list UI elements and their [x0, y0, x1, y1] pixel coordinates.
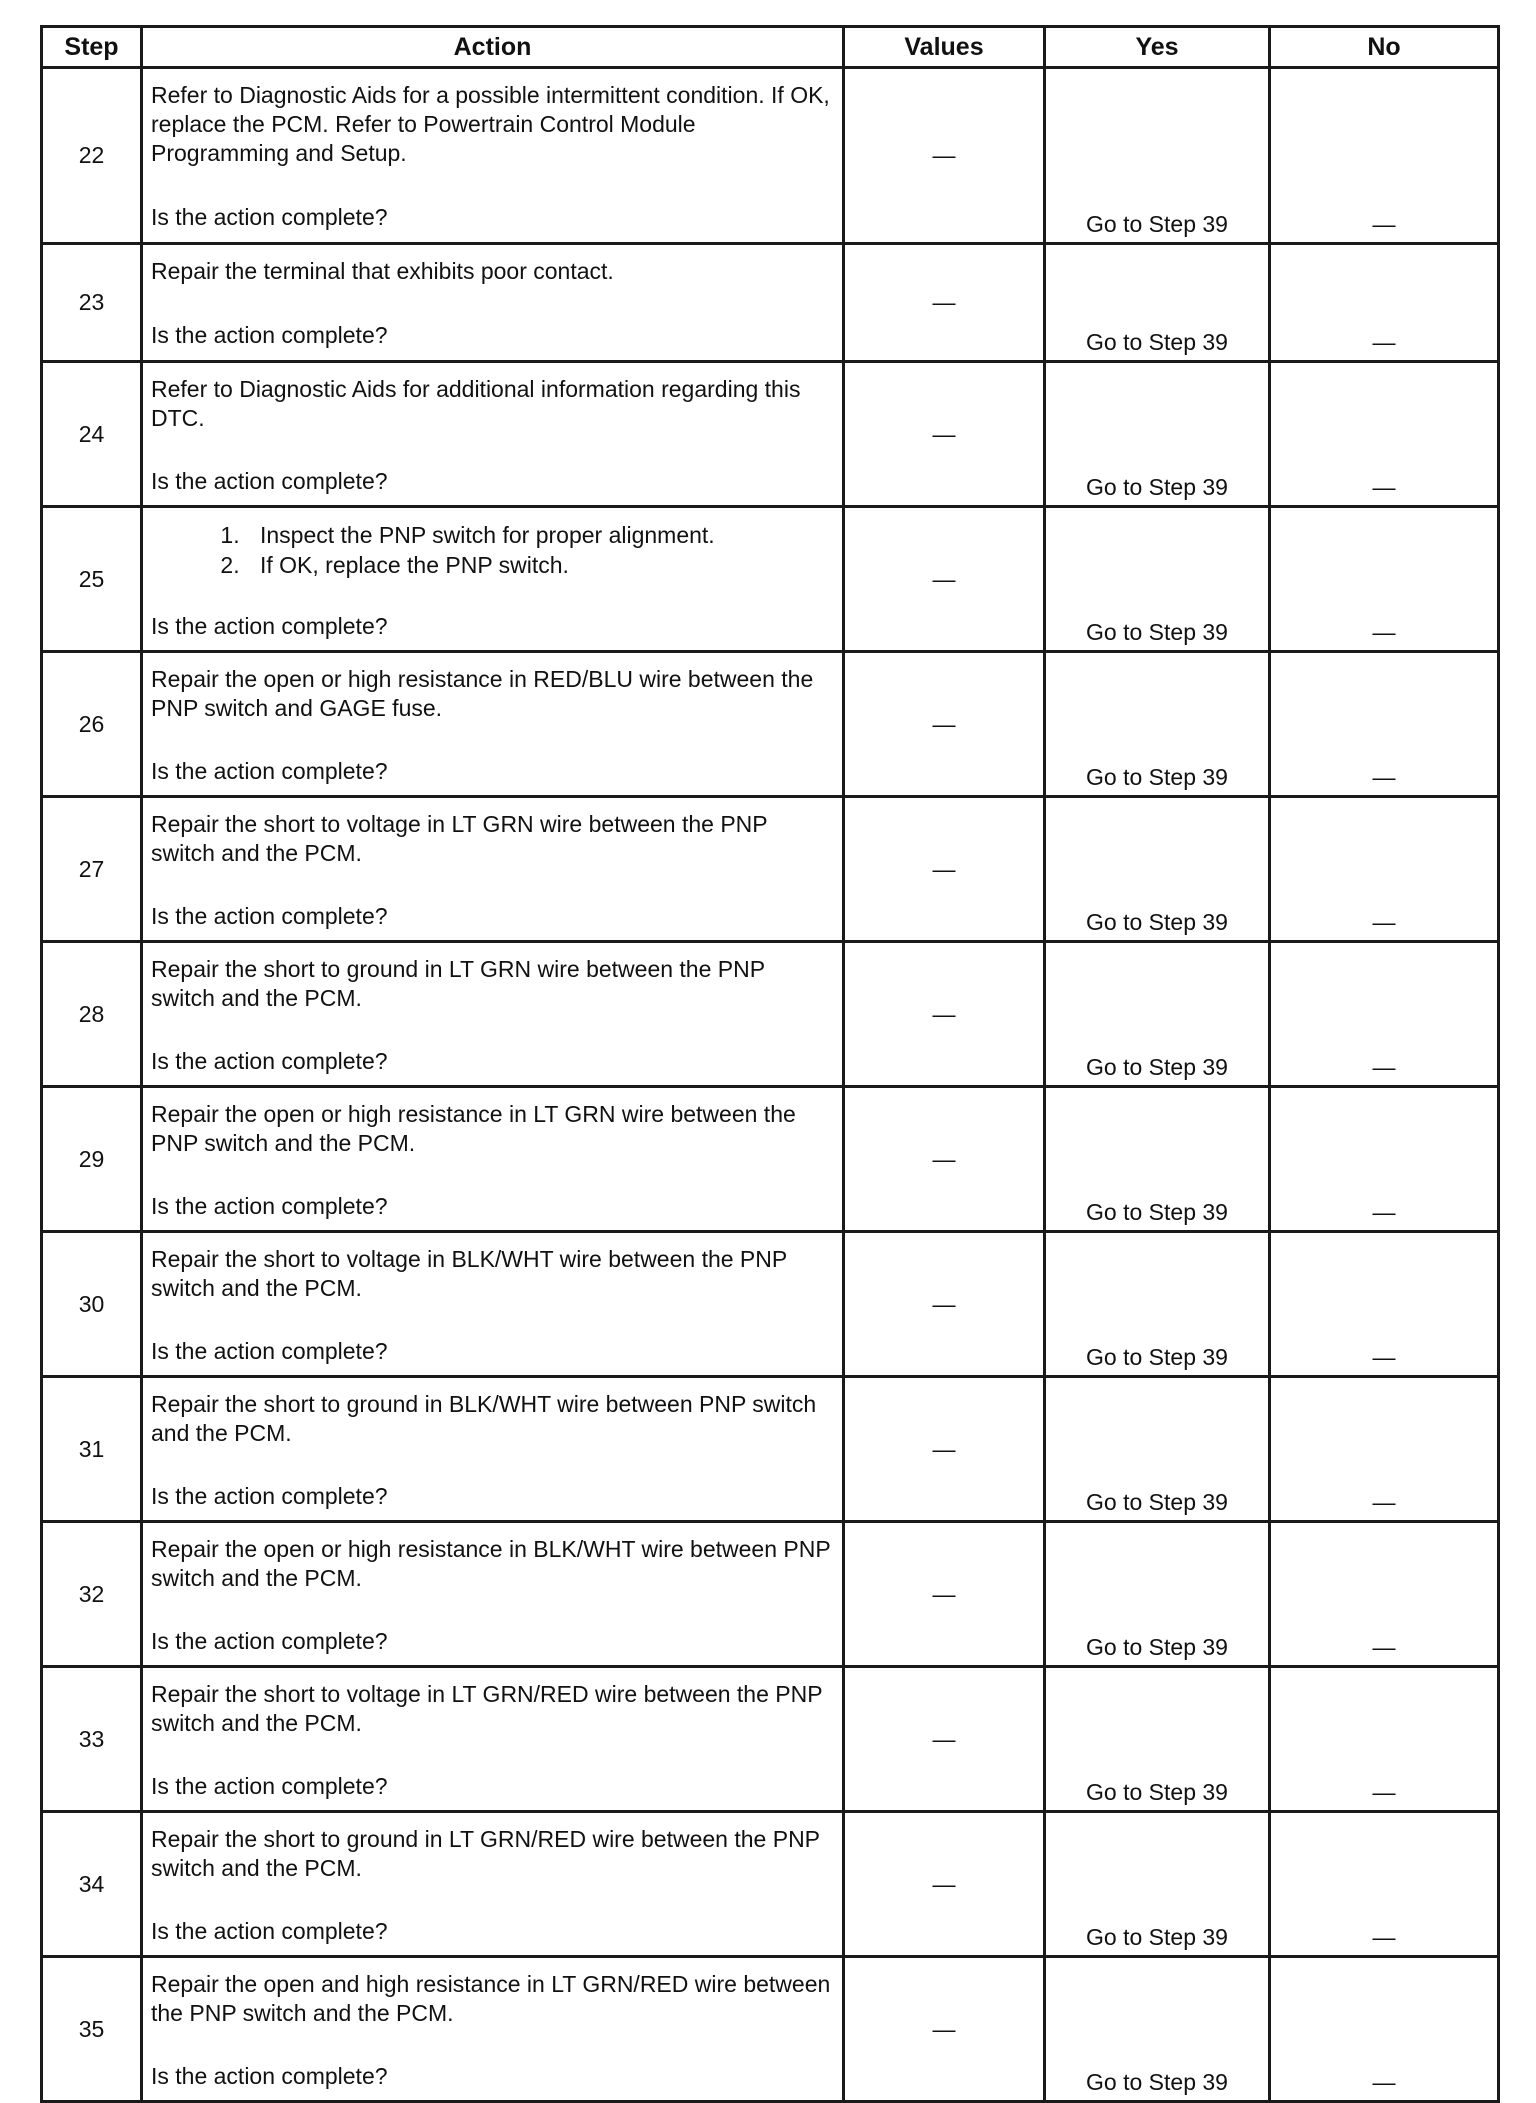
action-question: Is the action complete? — [151, 1047, 388, 1074]
step-number: 24 — [42, 362, 142, 507]
action-question: Is the action complete? — [151, 757, 388, 784]
yes-cell: Go to Step 39 — [1045, 797, 1270, 942]
action-question: Is the action complete? — [151, 1917, 388, 1944]
table-row — [42, 244, 1499, 362]
step-number: 29 — [42, 1087, 142, 1232]
header-no: No — [1270, 27, 1499, 68]
step-number: 34 — [42, 1812, 142, 1957]
table-row — [42, 507, 1499, 652]
yes-cell: Go to Step 39 — [1045, 1377, 1270, 1522]
no-cell: — — [1270, 1957, 1499, 2102]
step-number: 32 — [42, 1522, 142, 1667]
yes-cell: Go to Step 39 — [1045, 652, 1270, 797]
header-yes: Yes — [1045, 27, 1270, 68]
action-cell — [142, 942, 844, 1087]
step-number: 33 — [42, 1667, 142, 1812]
values-cell: — — [844, 1377, 1045, 1522]
values-cell: — — [844, 652, 1045, 797]
action-cell — [142, 1957, 844, 2102]
action-text: Repair the short to voltage in BLK/WHT wire between the PNP switch and the PCM. — [151, 1245, 787, 1301]
no-cell: — — [1270, 362, 1499, 507]
yes-cell: Go to Step 39 — [1045, 1667, 1270, 1812]
header-row — [42, 27, 1499, 68]
action-question: Is the action complete? — [151, 1482, 388, 1509]
action-text: Repair the short to ground in LT GRN wire between the PNP switch and the PCM. — [151, 955, 765, 1011]
action-text: Repair the open and high resistance in LT GRN/RED wire between the PNP switch and the PCM. — [151, 1970, 831, 2026]
no-cell: — — [1270, 1667, 1499, 1812]
yes-cell: Go to Step 39 — [1045, 68, 1270, 244]
action-cell — [142, 1812, 844, 1957]
yes-cell: Go to Step 39 — [1045, 244, 1270, 362]
action-question: Is the action complete? — [151, 1192, 388, 1219]
action-text: Repair the open or high resistance in RED/BLU wire between the PNP switch and GAGE fuse. — [151, 665, 814, 721]
action-cell — [142, 1667, 844, 1812]
no-cell: — — [1270, 652, 1499, 797]
step-number: 27 — [42, 797, 142, 942]
action-question: Is the action complete? — [151, 1337, 388, 1364]
action-list — [151, 520, 834, 580]
values-cell: — — [844, 1087, 1045, 1232]
values-cell: — — [844, 507, 1045, 652]
action-text: Repair the short to voltage in LT GRN wire between the PNP switch and the PCM. — [151, 810, 768, 866]
no-cell: — — [1270, 1232, 1499, 1377]
no-cell: — — [1270, 1087, 1499, 1232]
action-question: Is the action complete? — [151, 467, 388, 494]
action-cell — [142, 68, 844, 244]
values-cell: — — [844, 1957, 1045, 2102]
values-cell: — — [844, 244, 1045, 362]
no-cell: — — [1270, 507, 1499, 652]
action-question: Is the action complete? — [151, 902, 388, 929]
table-row — [42, 797, 1499, 942]
action-text: Repair the short to voltage in LT GRN/RED wire between the PNP switch and the PCM. — [151, 1680, 823, 1736]
table-row — [42, 1232, 1499, 1377]
action-cell — [142, 362, 844, 507]
action-cell — [142, 507, 844, 652]
no-cell: — — [1270, 1522, 1499, 1667]
action-question: Is the action complete? — [151, 1627, 388, 1654]
action-text: Refer to Diagnostic Aids for additional information regarding this DTC. — [151, 375, 801, 431]
action-question: Is the action complete? — [151, 204, 388, 230]
values-cell: — — [844, 1667, 1045, 1812]
action-cell — [142, 1087, 844, 1232]
step-number: 31 — [42, 1377, 142, 1522]
values-cell: — — [844, 1232, 1045, 1377]
step-number: 28 — [42, 942, 142, 1087]
action-text: Repair the short to ground in BLK/WHT wire between PNP switch and the PCM. — [151, 1390, 817, 1446]
table-row — [42, 1957, 1499, 2102]
step-number: 23 — [42, 244, 142, 362]
table-row — [42, 1522, 1499, 1667]
action-cell — [142, 1522, 844, 1667]
values-cell: — — [844, 942, 1045, 1087]
no-cell: — — [1270, 797, 1499, 942]
table-row — [42, 1812, 1499, 1957]
action-text: Repair the terminal that exhibits poor contact. — [151, 258, 614, 284]
no-cell: — — [1270, 1812, 1499, 1957]
values-cell: — — [844, 1522, 1045, 1667]
yes-cell: Go to Step 39 — [1045, 942, 1270, 1087]
step-number: 30 — [42, 1232, 142, 1377]
no-cell: — — [1270, 1377, 1499, 1522]
action-cell — [142, 244, 844, 362]
table-row — [42, 68, 1499, 244]
table-row — [42, 652, 1499, 797]
action-cell — [142, 797, 844, 942]
list-item: 1. Inspect the PNP switch for proper alignment. — [246, 520, 834, 550]
yes-cell: Go to Step 39 — [1045, 1812, 1270, 1957]
yes-cell: Go to Step 39 — [1045, 1522, 1270, 1667]
action-cell — [142, 1232, 844, 1377]
yes-cell: Go to Step 39 — [1045, 362, 1270, 507]
step-number: 26 — [42, 652, 142, 797]
yes-cell: Go to Step 39 — [1045, 1087, 1270, 1232]
action-text: Refer to Diagnostic Aids for a possible intermittent condition. If OK, replace the PCM. Refer to Powertrain Control Module Programming and Setup. — [151, 82, 830, 166]
table-row — [42, 1667, 1499, 1812]
table-row — [42, 942, 1499, 1087]
action-question: Is the action complete? — [151, 322, 388, 348]
no-cell: — — [1270, 68, 1499, 244]
values-cell: — — [844, 68, 1045, 244]
action-text: Repair the open or high resistance in LT GRN wire between the PNP switch and the PCM. — [151, 1100, 796, 1156]
action-cell — [142, 652, 844, 797]
header-values: Values — [844, 27, 1045, 68]
yes-cell: Go to Step 39 — [1045, 1232, 1270, 1377]
action-text: Repair the short to ground in LT GRN/RED wire between the PNP switch and the PCM. — [151, 1825, 820, 1881]
action-question: Is the action complete? — [151, 2062, 388, 2089]
table-row — [42, 1377, 1499, 1522]
values-cell: — — [844, 362, 1045, 507]
step-number: 22 — [42, 68, 142, 244]
action-text: Repair the open or high resistance in BLK/WHT wire between PNP switch and the PCM. — [151, 1535, 831, 1591]
values-cell: — — [844, 797, 1045, 942]
no-cell: — — [1270, 942, 1499, 1087]
action-cell — [142, 1377, 844, 1522]
diagnostic-table — [40, 25, 1500, 2103]
values-cell: — — [844, 1812, 1045, 1957]
step-number: 25 — [42, 507, 142, 652]
action-question: Is the action complete? — [151, 1772, 388, 1799]
action-question: Is the action complete? — [151, 612, 388, 639]
no-cell: — — [1270, 244, 1499, 362]
header-action: Action — [142, 27, 844, 68]
yes-cell: Go to Step 39 — [1045, 1957, 1270, 2102]
table-row — [42, 362, 1499, 507]
list-item: 2. If OK, replace the PNP switch. — [246, 550, 834, 580]
header-step: Step — [42, 27, 142, 68]
yes-cell: Go to Step 39 — [1045, 507, 1270, 652]
table-row — [42, 1087, 1499, 1232]
step-number: 35 — [42, 1957, 142, 2102]
